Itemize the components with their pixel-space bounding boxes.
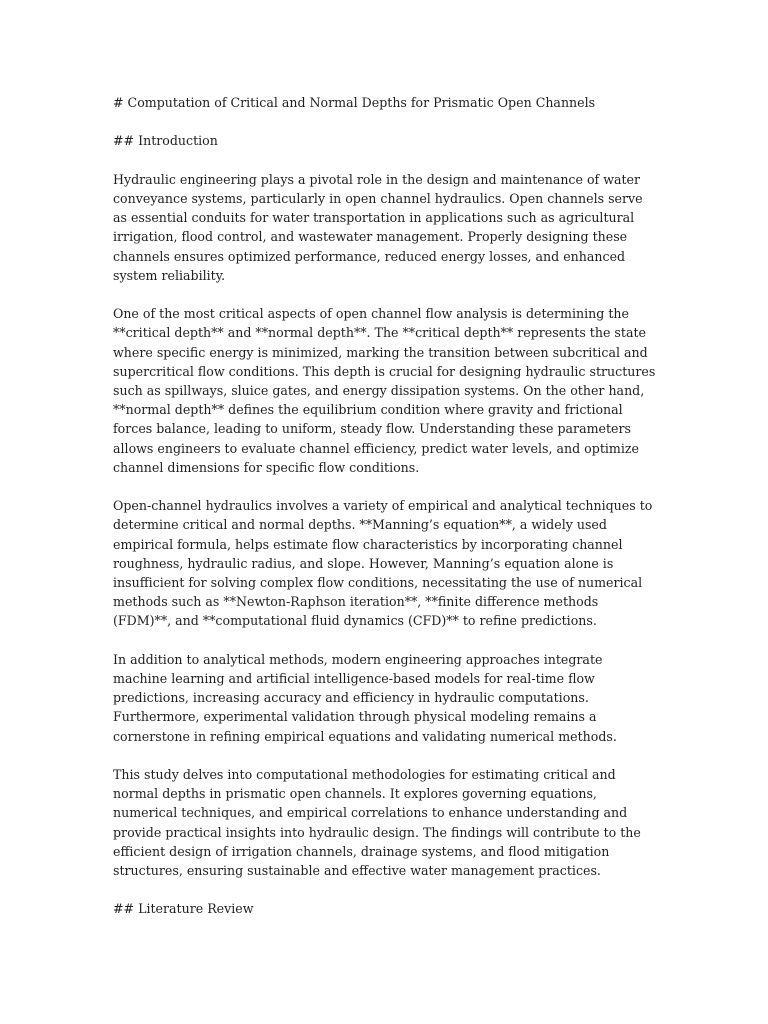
section-heading-literature-review: ## Literature Review <box>113 901 254 917</box>
document-body <box>113 93 658 938</box>
document-title: # Computation of Critical and Normal Depths for Prismatic Open Channels <box>113 95 596 110</box>
paragraph: Hydraulic engineering plays a pivotal role in the design and maintenance of water conveyance systems, particularly in open channel hydraulics. Open channels serve as essential conduits for water transportation in applications such as agricultural irrigation, flood control, and wastewater management. Properly designing these channels ensures optimized performance, reduced energy losses, and enhanced system reliability. <box>113 171 643 283</box>
paragraph: This study delves into computational methodologies for estimating critical and normal depths in prismatic open channels. It explores governing equations, numerical techniques, and empirical correlations to enhance understanding and provide practical insights into hydraulic design. The findings will contribute to the efficient design of irrigation channels, drainage systems, and flood mitigation structures, ensuring sustainable and effective water management practices. <box>113 767 641 879</box>
paragraph: Open-channel hydraulics involves a variety of empirical and analytical techniques to determine critical and normal depths. **Manning’s equation**, a widely used empirical formula, helps estimate flow characteristics by incorporating channel roughness, hydraulic radius, and slope. However, Manning’s equation alone is insufficient for solving complex flow conditions, necessitating the use of numerical methods such as **Newton-Raphson iteration**, **finite difference methods (FDM)**, and **computational fluid dynamics (CFD)** to refine predictions. <box>113 498 653 629</box>
paragraph: In addition to analytical methods, modern engineering approaches integrate machine learning and artificial intelligence-based models for real-time flow predictions, increasing accuracy and efficiency in hydraulic computations. Furthermore, experimental validation through physical modeling remains a cornerstone in refining empirical equations and validating numerical methods. <box>113 651 617 744</box>
paragraph: One of the most critical aspects of open channel flow analysis is determining the **critical depth** and **normal depth**. The **critical depth** represents the state where specific energy is minimized, marking the transition between subcritical and supercritical flow conditions. This depth is crucial for designing hydraulic structures such as spillways, sluice gates, and energy dissipation systems. On the other hand, **normal depth** defines the equilibrium condition where gravity and frictional forces balance, leading to uniform, steady flow. Understanding these parameters allows engineers to evaluate channel efficiency, predict water levels, and optimize channel dimensions for specific flow conditions. <box>113 306 656 475</box>
section-heading-introduction: ## Introduction <box>113 133 218 149</box>
